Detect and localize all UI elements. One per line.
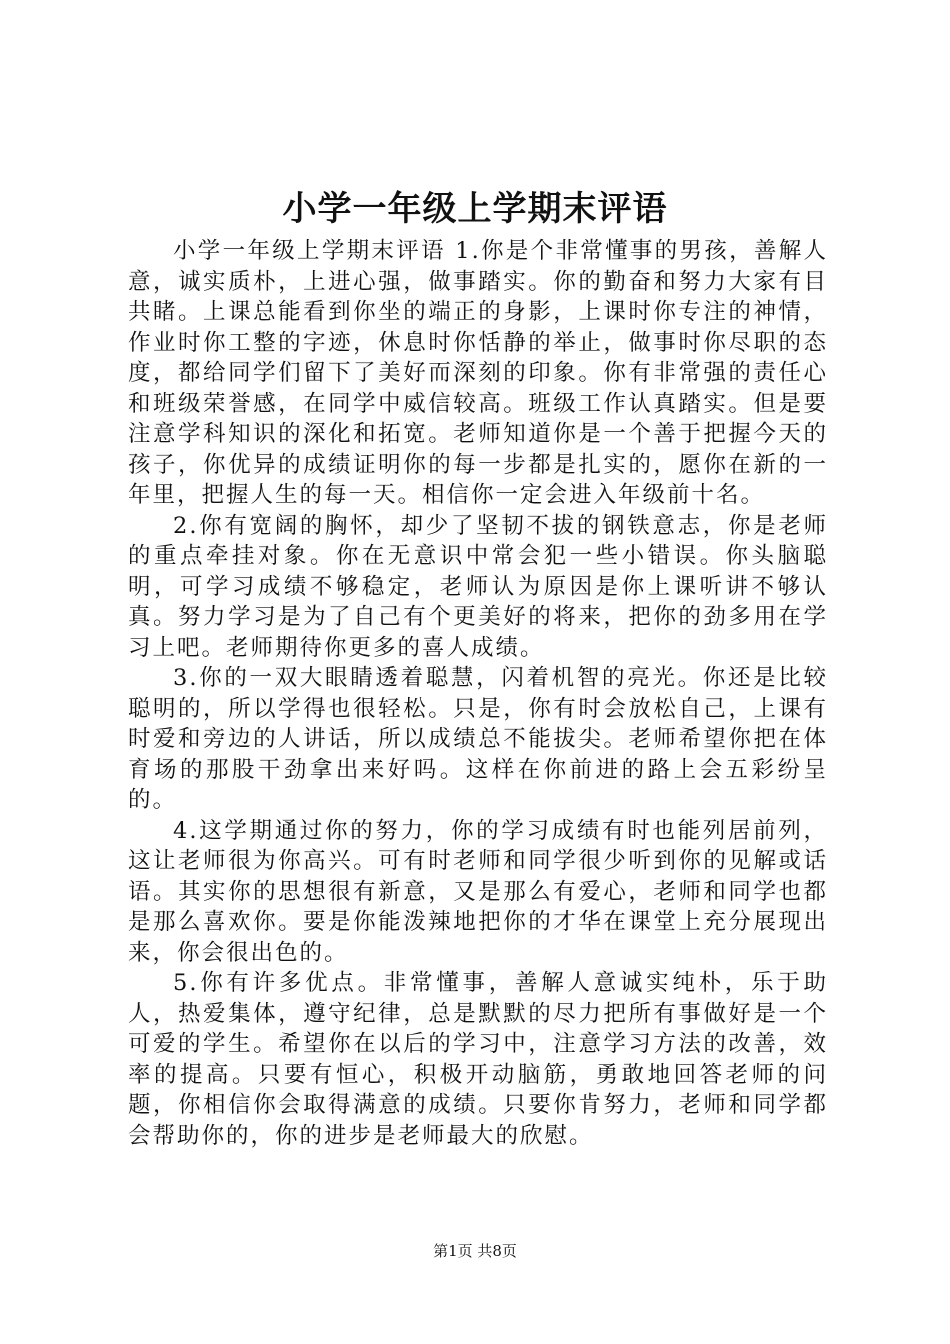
paragraph-2: 2.你有宽阔的胸怀，却少了坚韧不拔的钢铁意志，你是老师的重点牵挂对象。你在无意识中常会犯一些小错误。你头脑聪明，可学习成绩不够稳定，老师认为原因是你上课听讲不够认真。努力学习是为了自己有个更美好的将来，把你的劲多用在学习上吧。老师期待你更多的喜人成绩。 xyxy=(128,512,828,661)
page-title: 小学一年级上学期末评语 xyxy=(282,189,668,229)
paragraph-1: 小学一年级上学期末评语 1.你是个非常懂事的男孩，善解人意，诚实质朴，上进心强，做事踏实。你的勤奋和努力大家有目共睹。上课总能看到你坐的端正的身影，上课时你专注的神情，作业时你工整的字迹，休息时你恬静的举止，做事时你尽职的态度，都给同学们留下了美好而深刻的印象。你有非常强的责任心和班级荣誉感，在同学中威信较高。班级工作认真踏实。但是要注意学科知识的深化和拓宽。老师知道你是一个善于把握今天的孩子，你优异的成绩证明你的每一步都是扎实的，愿你在新的一年里，把握人生的每一天。相信你一定会进入年级前十名。 xyxy=(128,238,828,508)
paragraph-3: 3.你的一双大眼睛透着聪慧，闪着机智的亮光。你还是比较聪明的，所以学得也很轻松。只是，你有时会放松自己，上课有时爱和旁边的人讲话，所以成绩总不能拔尖。老师希望你把在体育场的那股干劲拿出来好吗。这样在你前进的路上会五彩纷呈的。 xyxy=(128,665,828,813)
document-body xyxy=(128,236,828,1151)
paragraph-4: 4.这学期通过你的努力，你的学习成绩有时也能列居前列，这让老师很为你高兴。可有时老师和同学很少听到你的见解或话语。其实你的思想很有新意，又是那么有爱心，老师和同学也都是那么喜欢你。要是你能泼辣地把你的才华在课堂上充分展现出来，你会很出色的。 xyxy=(128,817,828,966)
paragraph-5: 5.你有许多优点。非常懂事，善解人意诚实纯朴，乐于助人，热爱集体，遵守纪律，总是默默的尽力把所有事做好是一个可爱的学生。希望你在以后的学习中，注意学习方法的改善，效率的提高。只要有恒心，积极开动脑筋，勇敢地回答老师的问题，你相信你会取得满意的成绩。只要你肯努力，老师和同学都会帮助你的，你的进步是老师最大的欣慰。 xyxy=(128,970,828,1149)
page-footer: 第1页 共8页 xyxy=(433,1242,517,1260)
